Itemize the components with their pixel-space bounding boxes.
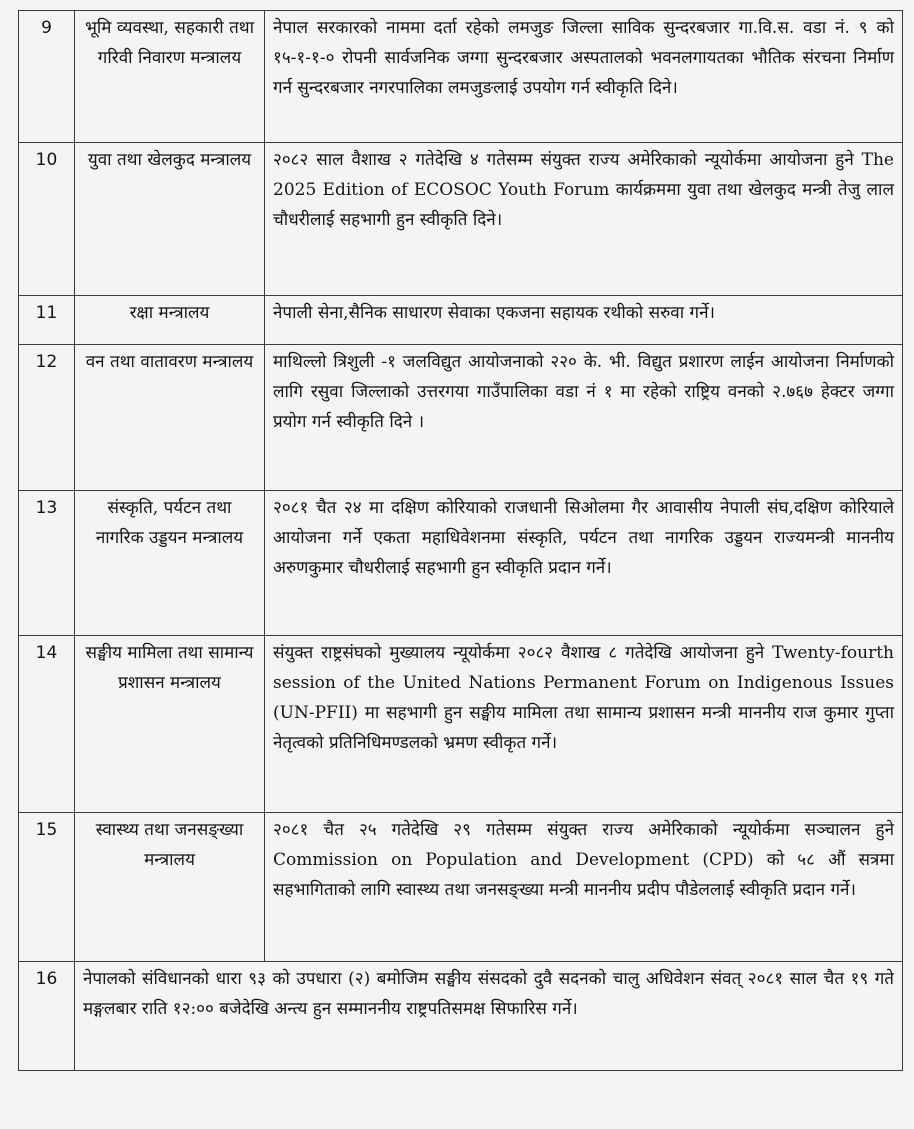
row-number: 11 — [19, 296, 75, 345]
row-number: 10 — [19, 143, 75, 296]
decision-text: नेपाली सेना,सैनिक साधारण सेवाका एकजना सहायक रथीको सरुवा गर्ने। — [265, 296, 903, 345]
table-row — [19, 296, 903, 345]
ministry-name: रक्षा मन्त्रालय — [75, 296, 265, 345]
decision-text: संयुक्त राष्ट्रसंघको मुख्यालय न्यूयोर्कमा २०८२ वैशाख ८ गतेदेखि आयोजना हुने Twenty-fourth session of the United Nations Permanent Forum on Indigenous Issues (UN-PFII) मा सहभागी हुन सङ्घीय मामिला तथा सामान्य प्रशासन मन्त्री माननीय राज कुमार गुप्ता नेतृत्वको प्रतिनिधिमण्डलको भ्रमण स्वीकृत गर्ने। — [265, 636, 903, 813]
decision-text: २०८१ चैत २५ गतेदेखि २९ गतेसम्म संयुक्त राज्य अमेरिकाको न्यूयोर्कमा सञ्चालन हुने Commission on Population and Development (CPD) को ५८ औं सत्रमा सहभागिताको लागि स्वास्थ्य तथा जनसङ्ख्या मन्त्री माननीय प्रदीप पौडेललाई स्वीकृति प्रदान गर्ने। — [265, 813, 903, 962]
decision-text: माथिल्लो त्रिशुली -१ जलविद्युत आयोजनाको २२० के. भी. विद्युत प्रशारण लाईन आयोजना निर्माणको लागि रसुवा जिल्लाको उत्तरगया गाउँपालिका वडा नं १ मा रहेको राष्ट्रिय वनको २.७६७ हेक्टर जग्गा प्रयोग गर्न स्वीकृति दिने । — [265, 345, 903, 491]
ministry-name: संस्कृति, पर्यटन तथा नागरिक उड्डयन मन्त्रालय — [75, 491, 265, 636]
ministry-name: युवा तथा खेलकुद मन्त्रालय — [75, 143, 265, 296]
decision-text: २०८२ साल वैशाख २ गतेदेखि ४ गतेसम्म संयुक्त राज्य अमेरिकाको न्यूयोर्कमा आयोजना हुने The 2025 Edition of ECOSOC Youth Forum कार्यक्रममा युवा तथा खेलकुद मन्त्री तेजु लाल चौधरीलाई सहभागी हुन स्वीकृति दिने। — [265, 143, 903, 296]
ministry-name: स्वास्थ्य तथा जनसङ्ख्या मन्त्रालय — [75, 813, 265, 962]
ministry-name: वन तथा वातावरण मन्त्रालय — [75, 345, 265, 491]
table-row — [19, 636, 903, 813]
ministry-name: भूमि व्यवस्था, सहकारी तथा गरिवी निवारण मन्त्रालय — [75, 11, 265, 143]
decision-text: २०८१ चैत २४ मा दक्षिण कोरियाको राजधानी सिओलमा गैर आवासीय नेपाली संघ,दक्षिण कोरियाले आयोजना गर्ने एकता महाधिवेशनमा संस्कृति, पर्यटन तथा नागरिक उड्डयन राज्यमन्त्री माननीय अरुणकुमार चौधरीलाई सहभागी हुन स्वीकृति प्रदान गर्ने। — [265, 491, 903, 636]
decisions-table — [18, 10, 903, 1071]
table-row — [19, 345, 903, 491]
decision-text: नेपाल सरकारको नाममा दर्ता रहेको लमजुङ जिल्ला साविक सुन्दरबजार गा.वि.स. वडा नं. ९ को १५-१-१-० रोपनी सार्वजनिक जग्गा सुन्दरबजार अस्पतालको भवनलगायतका भौतिक संरचना निर्माण गर्न सुन्दरबजार नगरपालिका लमजुङलाई उपयोग गर्न स्वीकृति दिने। — [265, 11, 903, 143]
table-row — [19, 143, 903, 296]
row-number: 13 — [19, 491, 75, 636]
row-number: 14 — [19, 636, 75, 813]
table-row — [19, 491, 903, 636]
decision-text: नेपालको संविधानको धारा ९३ को उपधारा (२) बमोजिम सङ्घीय संसदको दुवै सदनको चालु अधिवेशन संवत् २०८१ साल चैत १९ गते मङ्गलबार राति १२:०० बजेदेखि अन्त्य हुन सम्माननीय राष्ट्रपतिसमक्ष सिफारिस गर्ने। — [75, 962, 903, 1071]
row-number: 9 — [19, 11, 75, 143]
table-row — [19, 11, 903, 143]
table-row — [19, 813, 903, 962]
row-number: 12 — [19, 345, 75, 491]
row-number: 15 — [19, 813, 75, 962]
ministry-name: सङ्घीय मामिला तथा सामान्य प्रशासन मन्त्रालय — [75, 636, 265, 813]
row-number: 16 — [19, 962, 75, 1071]
table-row — [19, 962, 903, 1071]
